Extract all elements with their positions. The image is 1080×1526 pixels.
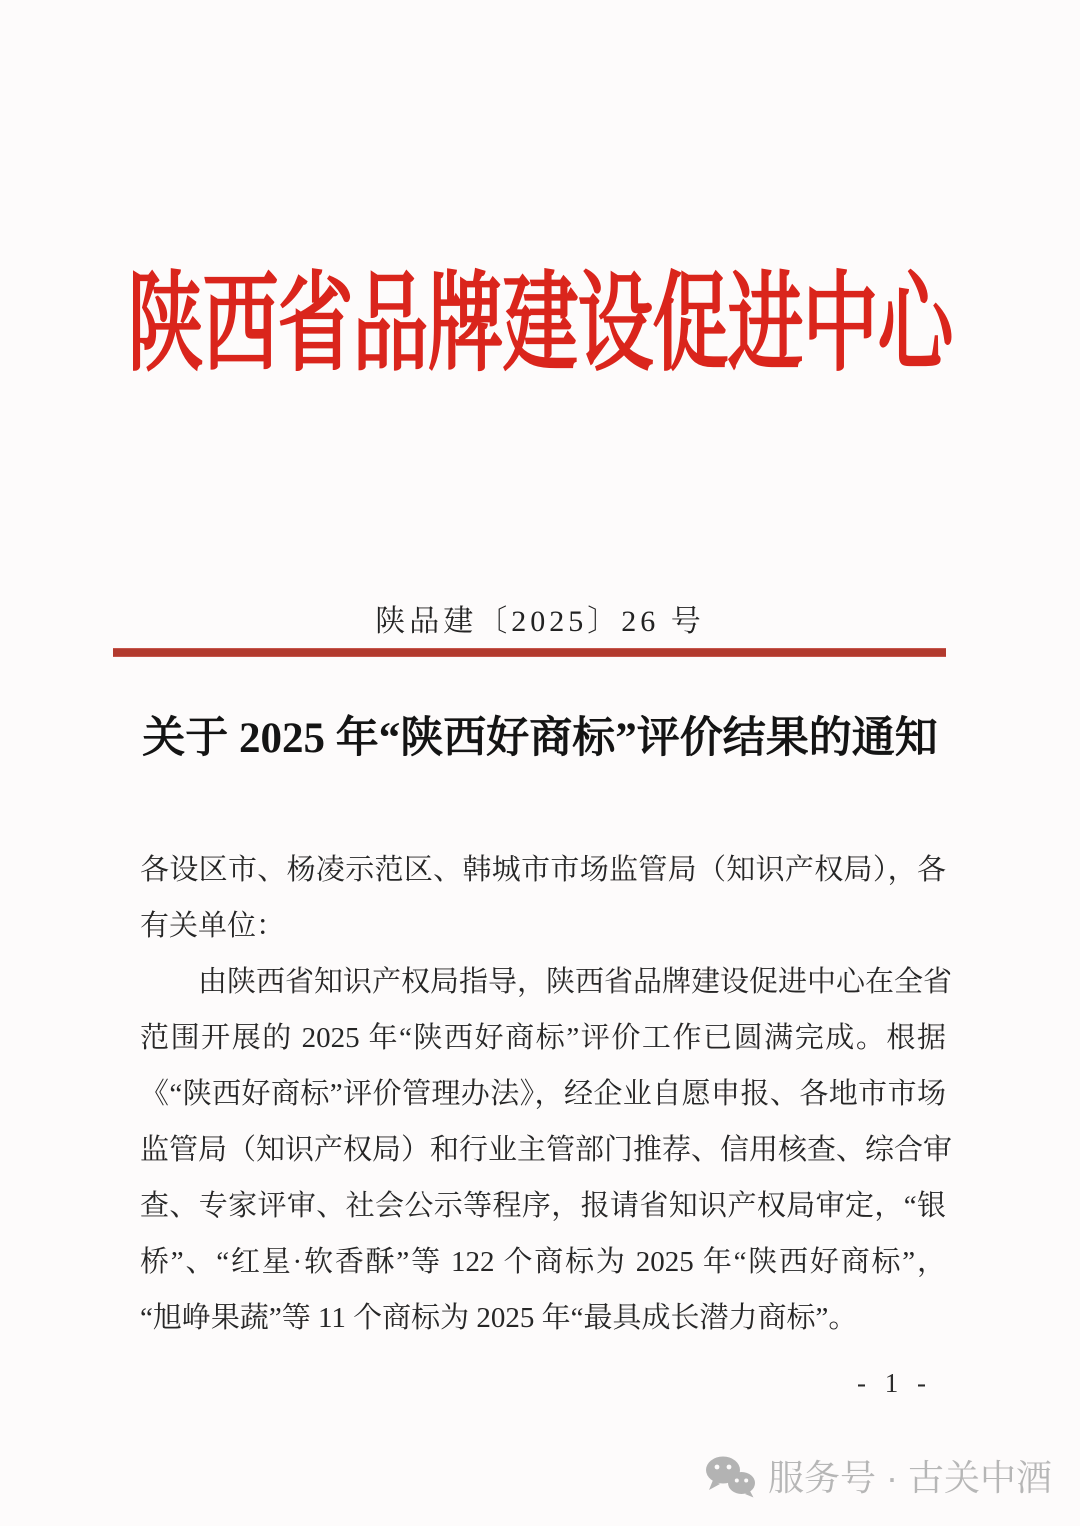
- body-line: 《“陕西好商标”评价管理办法》，经企业自愿申报、各地市市场: [140, 1078, 946, 1110]
- wechat-icon: [704, 1454, 756, 1498]
- body-line: 由陕西省知识产权局指导，陕西省品牌建设促进中心在全省: [198, 966, 953, 998]
- body-line: 各设区市、杨凌示范区、韩城市市场监管局（知识产权局），各: [140, 854, 946, 886]
- body-line: 监管局（知识产权局）和行业主管部门推荐、信用核查、综合审: [140, 1134, 953, 1166]
- body-line: 有关单位：: [140, 910, 286, 942]
- red-divider-line: [113, 648, 946, 657]
- account-watermark: [704, 1450, 1052, 1501]
- watermark-label: 服务号 · 古关中酒: [768, 1457, 1052, 1498]
- notice-title: 关于 2025 年“陕西好商标”评价结果的通知: [142, 715, 938, 762]
- body-line: 桥”、“红星·软香酥”等 122 个商标为 2025 年“陕西好商标”，: [140, 1246, 946, 1278]
- body-line: 范围开展的 2025 年“陕西好商标”评价工作已圆满完成。根据: [140, 1022, 946, 1054]
- doc-number: 陕品建〔2025〕26 号: [375, 605, 705, 638]
- body-line: 查、专家评审、社会公示等程序，报请省知识产权局审定，“银: [140, 1190, 946, 1222]
- notice-body: [140, 842, 953, 1346]
- letterhead-org-name: 陕西省品牌建设促进中心: [127, 265, 953, 385]
- page-number: - 1 -: [857, 1368, 932, 1398]
- body-line: “旭峥果蔬”等 11 个商标为 2025 年“最具成长潜力商标”。: [140, 1302, 858, 1334]
